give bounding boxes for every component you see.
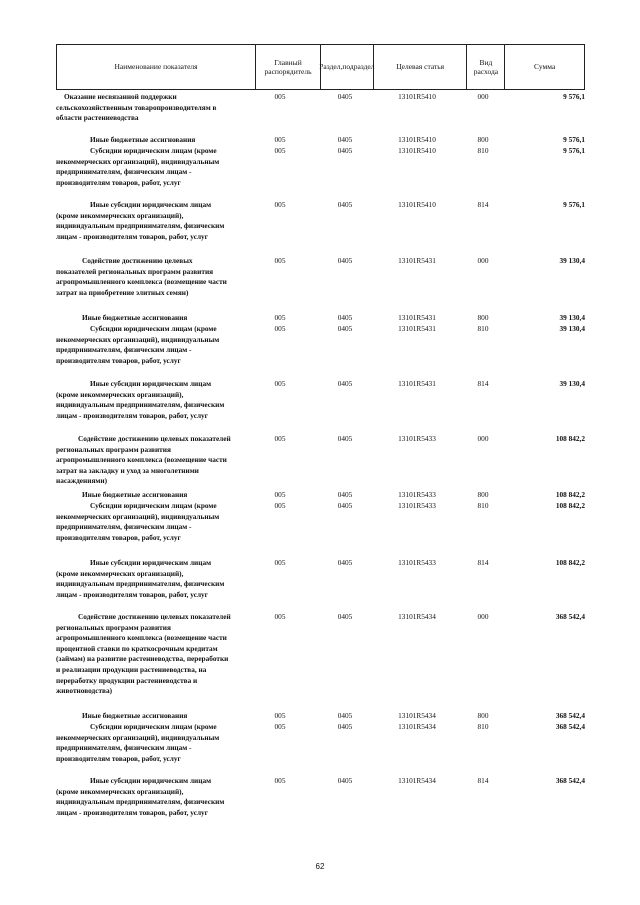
row-name: Субсидии юридическим лицам (кроме некоммерческих организаций), индивидуальным предпринимателям, физическим лицам - производителям товаров, работ, услуг	[56, 146, 220, 187]
row-name: Иные субсидии юридическим лицам (кроме некоммерческих организаций), индивидуальным предпринимателям, физическим лицам - производителям товаров, работ, услуг	[56, 558, 225, 599]
row-chief: 005	[274, 256, 286, 265]
row-chief: 005	[274, 776, 286, 785]
row-sum: 39 130,4	[559, 256, 585, 265]
row-section: 0405	[337, 722, 353, 731]
row-section: 0405	[337, 434, 353, 443]
row-name: Субсидии юридическим лицам (кроме некоммерческих организаций), индивидуальным предпринимателям, физическим лицам - производителям товаров, работ, услуг	[56, 324, 220, 365]
row-target: 13101R5431	[398, 256, 436, 265]
row-target: 13101R5434	[398, 722, 436, 731]
row-kind: 000	[477, 256, 489, 265]
row-chief: 005	[274, 490, 286, 499]
row-target: 13101R5433	[398, 434, 436, 443]
row-target: 13101R5434	[398, 711, 436, 720]
row-section: 0405	[337, 200, 353, 209]
row-chief: 005	[274, 434, 286, 443]
row-section: 0405	[337, 612, 353, 621]
row-chief: 005	[274, 135, 286, 144]
page-number: 62	[315, 862, 325, 871]
row-name: Иные бюджетные ассигнования	[82, 313, 188, 322]
row-chief: 005	[274, 722, 286, 731]
row-name: Иные бюджетные ассигнования	[82, 490, 188, 499]
row-sum: 39 130,4	[559, 379, 585, 388]
row-sum: 108 842,2	[555, 490, 585, 499]
row-kind: 800	[477, 313, 489, 322]
row-target: 13101R5434	[398, 776, 436, 785]
row-sum: 9 576,1	[563, 92, 585, 101]
row-section: 0405	[337, 92, 353, 101]
row-name: Содействие достижению целевых показателей региональных программ развития агропромышленного комплекса (возмещение части процентной ставки по краткосрочным кредитам (займам) на развитие растениеводства, переработки и реализации продукции растениеводства, на переработку продукции растениеводства и животноводства)	[56, 612, 231, 696]
table-header	[56, 44, 585, 90]
row-sum: 108 842,2	[555, 501, 585, 510]
row-sum: 108 842,2	[555, 434, 585, 443]
row-chief: 005	[274, 558, 286, 567]
row-kind: 810	[477, 146, 489, 155]
row-section: 0405	[337, 379, 353, 388]
row-section: 0405	[337, 256, 353, 265]
row-name: Иные субсидии юридическим лицам (кроме некоммерческих организаций), индивидуальным предпринимателям, физическим лицам - производителям товаров, работ, услуг	[56, 200, 225, 241]
header-section: Раздел,подраздел	[321, 45, 374, 89]
row-chief: 005	[274, 501, 286, 510]
row-sum: 39 130,4	[559, 324, 585, 333]
row-name: Субсидии юридическим лицам (кроме некоммерческих организаций), индивидуальным предпринимателям, физическим лицам - производителям товаров, работ, услуг	[56, 501, 220, 542]
row-section: 0405	[337, 135, 353, 144]
row-target: 13101R5433	[398, 501, 436, 510]
row-name: Оказание несвязанной поддержки сельскохозяйственным товаропроизводителям в области растениеводства	[56, 92, 217, 123]
row-name: Содействие достижению целевых показателей региональных программ развития агропромышленного комплекса (возмещение части затрат на закладку и уход за многолетними насаждениями)	[56, 434, 231, 486]
row-chief: 005	[274, 92, 286, 101]
row-sum: 368 542,4	[555, 711, 585, 720]
row-kind: 810	[477, 324, 489, 333]
row-target: 13101R5433	[398, 558, 436, 567]
row-sum: 9 576,1	[563, 146, 585, 155]
row-section: 0405	[337, 324, 353, 333]
row-chief: 005	[274, 200, 286, 209]
row-kind: 800	[477, 135, 489, 144]
row-chief: 005	[274, 612, 286, 621]
row-kind: 810	[477, 501, 489, 510]
row-target: 13101R5410	[398, 92, 436, 101]
row-section: 0405	[337, 490, 353, 499]
row-section: 0405	[337, 558, 353, 567]
row-target: 13101R5410	[398, 146, 436, 155]
row-chief: 005	[274, 313, 286, 322]
row-target: 13101R5431	[398, 379, 436, 388]
row-sum: 108 842,2	[555, 558, 585, 567]
row-chief: 005	[274, 711, 286, 720]
row-kind: 814	[477, 558, 489, 567]
header-target: Целевая статья	[374, 45, 468, 89]
row-kind: 000	[477, 434, 489, 443]
row-chief: 005	[274, 146, 286, 155]
row-sum: 9 576,1	[563, 200, 585, 209]
row-sum: 368 542,4	[555, 612, 585, 621]
row-name: Субсидии юридическим лицам (кроме некоммерческих организаций), индивидуальным предпринимателям, физическим лицам - производителям товаров, работ, услуг	[56, 722, 220, 763]
row-name: Иные субсидии юридическим лицам (кроме некоммерческих организаций), индивидуальным предпринимателям, физическим лицам - производителям товаров, работ, услуг	[56, 776, 225, 817]
row-section: 0405	[337, 313, 353, 322]
row-kind: 800	[477, 711, 489, 720]
row-sum: 368 542,4	[555, 722, 585, 731]
row-target: 13101R5410	[398, 200, 436, 209]
header-chief: Главный распорядитель	[256, 45, 321, 89]
row-section: 0405	[337, 501, 353, 510]
row-sum: 39 130,4	[559, 313, 585, 322]
row-kind: 000	[477, 92, 489, 101]
row-sum: 9 576,1	[563, 135, 585, 144]
row-chief: 005	[274, 324, 286, 333]
header-name: Наименование показателя	[57, 45, 256, 89]
row-chief: 005	[274, 379, 286, 388]
row-kind: 814	[477, 379, 489, 388]
row-target: 13101R5410	[398, 135, 436, 144]
row-name: Иные бюджетные ассигнования	[90, 135, 196, 144]
row-section: 0405	[337, 146, 353, 155]
row-section: 0405	[337, 711, 353, 720]
header-sum: Сумма	[534, 62, 556, 72]
row-kind: 800	[477, 490, 489, 499]
row-sum: 368 542,4	[555, 776, 585, 785]
row-name: Содействие достижению целевых показателей региональных программ развития агропромышленного комплекса (возмещение части затрат на приобретение элитных семян)	[56, 256, 227, 297]
row-name: Иные бюджетные ассигнования	[82, 711, 188, 720]
row-section: 0405	[337, 776, 353, 785]
row-name: Иные субсидии юридическим лицам (кроме некоммерческих организаций), индивидуальным предпринимателям, физическим лицам - производителям товаров, работ, услуг	[56, 379, 225, 420]
row-kind: 000	[477, 612, 489, 621]
row-kind: 814	[477, 776, 489, 785]
row-target: 13101R5433	[398, 490, 436, 499]
row-target: 13101R5434	[398, 612, 436, 621]
row-target: 13101R5431	[398, 313, 436, 322]
header-kind: Вид расхода	[467, 45, 505, 89]
row-target: 13101R5431	[398, 324, 436, 333]
row-kind: 810	[477, 722, 489, 731]
row-kind: 814	[477, 200, 489, 209]
